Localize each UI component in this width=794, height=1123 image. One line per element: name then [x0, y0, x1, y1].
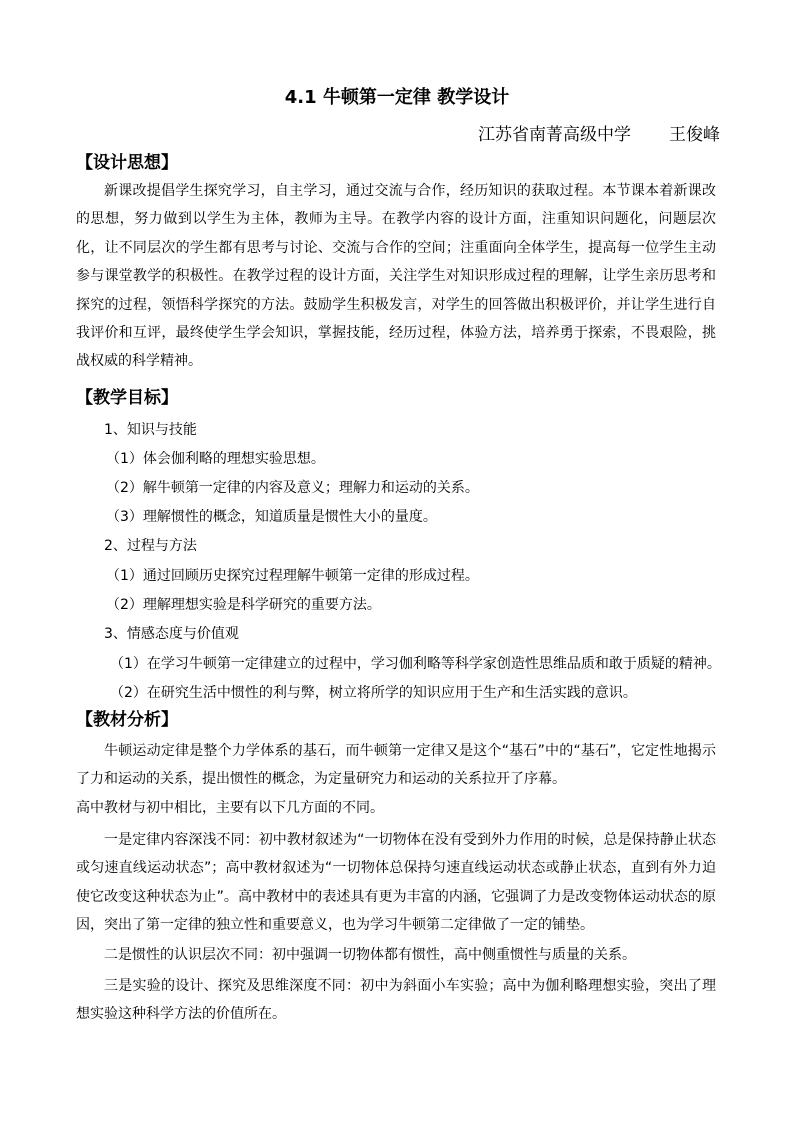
goal-item: （3）理解惯性的概念，知道质量是惯性大小的量度。 — [106, 509, 437, 525]
goal-item: （1）体会伽利略的理想实验思想。 — [106, 451, 325, 467]
analysis-paragraph: 二是惯性的认识层次不同：初中强调一切物体都有惯性，高中侧重惯性与质量的关系。 — [104, 947, 636, 963]
section-heading-goals: 【教学目标】 — [76, 388, 178, 408]
goal-group-title: 2、过程与方法 — [104, 538, 197, 554]
author-line — [478, 124, 720, 146]
goal-item: （2）理解理想实验是科学研究的重要方法。 — [106, 597, 381, 613]
analysis-paragraph: 一是定律内容深浅不同：初中教材叙述为“一切物体在没有受到外力作用的时候，总是保持静止状态或匀速直线运动状态”；高中教材叙述为“一切物体总保持匀速直线运动状态或静止状态，直到有外力迫使它改变这种状态为止”。高中教材中的表述具有更为丰富的内涵，它强调了力是改变物体运动状态的原因，突出了第一定律的独立性和重要意义，也为学习牛顿第二定律做了一定的铺垫。 — [76, 832, 716, 934]
goal-item: （1）通过回顾历史探究过程理解牛顿第一定律的形成过程。 — [106, 568, 479, 584]
school-name: 江苏省南菁高级中学 — [478, 125, 631, 145]
goal-group-title: 3、情感态度与价值观 — [104, 626, 239, 642]
section-heading-analysis: 【教材分析】 — [76, 710, 178, 730]
design-paragraph: 新课改提倡学生探究学习，自主学习，通过交流与合作，经历知识的获取过程。本节课本着新课改的思想，努力做到以学生为主体，教师为主导。在教学内容的设计方面，注重知识问题化，问题层次化，让不同层次的学生都有思考与讨论、交流与合作的空间；注重面向全体学生，提高每一位学生主动参与课堂教学的积极性。在教学过程的设计方面，关注学生对知识形成过程的理解，让学生亲历思考和探究的过程，领悟科学探究的方法。鼓励学生积极发言，对学生的回答做出积极评价，并让学生进行自我评价和互评，最终使学生学会知识，掌握技能，经历过程，体验方法，培养勇于探索，不畏艰险，挑战权威的科学精神。 — [76, 183, 716, 370]
section-heading-design: 【设计思想】 — [76, 153, 178, 173]
goal-item: （2）解牛顿第一定律的内容及意义；理解力和运动的关系。 — [106, 480, 479, 496]
goal-item: （1）在学习牛顿第一定律建立的过程中，学习伽利略等科学家创造性思维品质和敢于质疑的精神。 — [110, 656, 721, 672]
analysis-paragraph: 高中教材与初中相比，主要有以下几方面的不同。 — [76, 800, 384, 816]
goal-item: （2）在研究生活中惯性的利与弊，树立将所学的知识应用于生产和生活实践的意识。 — [110, 685, 637, 701]
goal-group-title: 1、知识与技能 — [104, 422, 197, 438]
analysis-paragraph: 牛顿运动定律是整个力学体系的基石，而牛顿第一定律又是这个“基石”中的“基石”，它定性地揭示了力和运动的关系，提出惯性的概念，为定量研究力和运动的关系拉开了序幕。 — [76, 743, 716, 788]
author-name: 王俊峰 — [669, 125, 720, 145]
document-title: 4.1 牛顿第一定律 教学设计 — [284, 87, 510, 108]
analysis-paragraph: 三是实验的设计、探究及思维深度不同：初中为斜面小车实验；高中为伽利略理想实验，突出了理想实验这种科学方法的价值所在。 — [76, 978, 716, 1023]
